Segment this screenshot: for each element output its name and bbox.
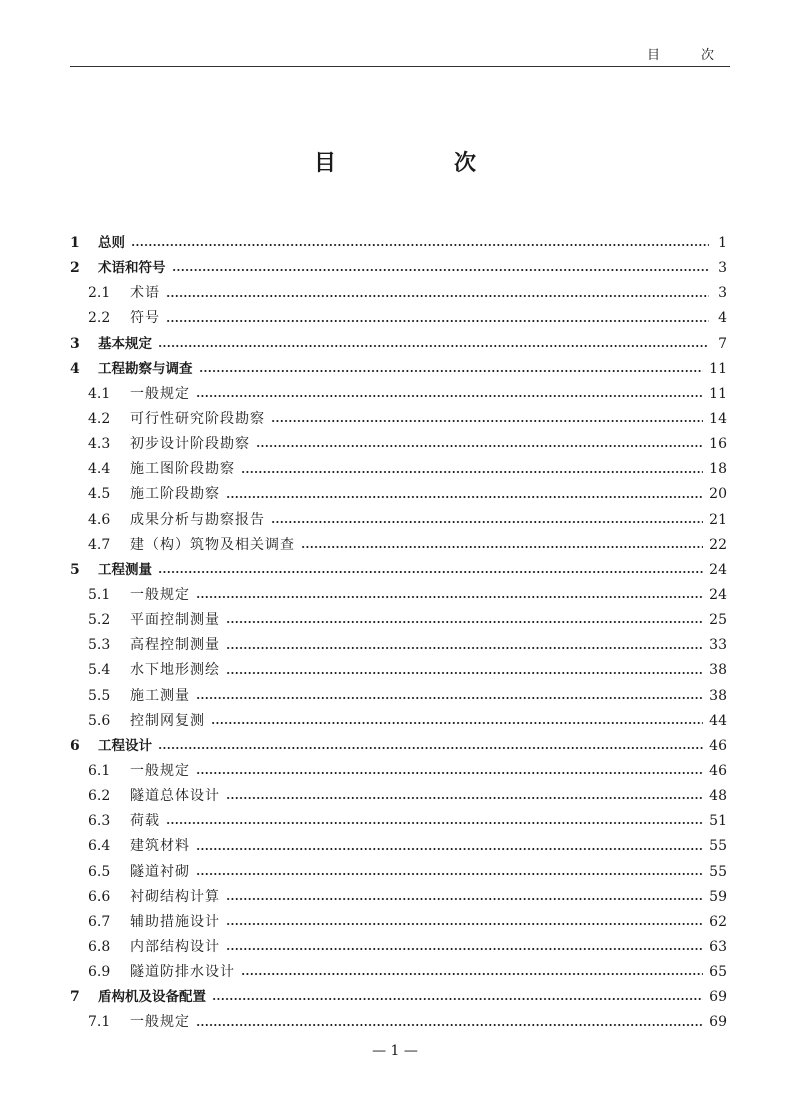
toc-entry-number: 6.9	[88, 964, 111, 981]
toc-section-entry[interactable]	[70, 382, 727, 407]
toc-entry-page: 14	[709, 410, 727, 427]
dot-leader	[166, 809, 703, 834]
dot-leader	[158, 558, 703, 583]
toc-entry-title: 术语	[130, 285, 160, 302]
toc-entry-title: 建筑材料	[130, 838, 190, 855]
toc-section-entry[interactable]	[70, 508, 727, 533]
dot-leader	[158, 734, 703, 759]
dot-leader	[196, 684, 703, 709]
toc-entry-page: 3	[718, 260, 727, 277]
running-header: 目 次	[646, 48, 728, 63]
toc-entry-number: 6.1	[88, 762, 111, 779]
toc-entry-number: 4.2	[88, 410, 111, 427]
toc-section-entry[interactable]	[70, 608, 727, 633]
toc-entry-page: 38	[709, 662, 727, 679]
toc-entry-title: 一般规定	[130, 385, 190, 402]
toc-entry-number: 5.5	[88, 687, 111, 704]
dot-leader	[226, 910, 703, 935]
toc-section-entry[interactable]	[70, 885, 727, 910]
toc-section-entry[interactable]	[70, 407, 727, 432]
toc-entry-page: 62	[709, 913, 727, 930]
toc-entry-number: 5.6	[88, 712, 111, 729]
toc-entry-page: 16	[709, 436, 727, 453]
toc-entry-title: 可行性研究阶段勘察	[130, 410, 265, 427]
dot-leader	[196, 759, 703, 784]
dot-leader	[226, 633, 703, 658]
dot-leader	[226, 482, 703, 507]
toc-section-entry[interactable]	[70, 1010, 727, 1035]
dot-leader	[166, 306, 709, 331]
toc-entry-title: 建（构）筑物及相关调查	[130, 536, 295, 553]
dot-leader	[131, 231, 709, 256]
toc-section-entry[interactable]	[70, 960, 727, 985]
header-rule	[70, 66, 730, 67]
toc-entry-number: 7	[70, 989, 80, 1006]
toc-entry-title: 一般规定	[130, 1014, 190, 1031]
toc-entry-number: 5.1	[88, 586, 111, 603]
toc-entry-number: 5.4	[88, 662, 111, 679]
toc-section-entry[interactable]	[70, 633, 727, 658]
dot-leader	[211, 709, 703, 734]
toc-entry-page: 11	[709, 360, 727, 377]
toc-entry-number: 6.6	[88, 888, 111, 905]
toc-entry-title: 符号	[130, 310, 160, 327]
toc-entry-title: 工程勘察与调查	[98, 360, 193, 377]
toc-entry-page: 63	[709, 938, 727, 955]
toc-entry-number: 6.2	[88, 788, 111, 805]
toc-entry-title: 辅助措施设计	[130, 913, 220, 930]
toc-entry-number: 6.7	[88, 913, 111, 930]
dot-leader	[196, 1010, 703, 1035]
toc-entry-number: 5.3	[88, 637, 111, 654]
toc-entry-title: 施工测量	[130, 687, 190, 704]
dot-leader	[226, 784, 703, 809]
toc-entry-page: 65	[709, 964, 727, 981]
toc-entry-number: 4.7	[88, 536, 111, 553]
toc-section-entry[interactable]	[70, 281, 727, 306]
page-number: — 1 —	[372, 1043, 418, 1059]
toc-entry-title: 高程控制测量	[130, 637, 220, 654]
toc-entry-page: 20	[709, 486, 727, 503]
toc-entry-number: 6	[70, 737, 80, 754]
toc-entry-number: 7.1	[88, 1014, 111, 1031]
toc-entry-page: 22	[709, 536, 727, 553]
toc-entry-page: 69	[709, 989, 727, 1006]
toc-entry-number: 6.8	[88, 938, 111, 955]
toc-entry-title: 衬砌结构计算	[130, 888, 220, 905]
toc-entry-page: 46	[709, 737, 727, 754]
toc-entry-title: 隧道衬砌	[130, 863, 190, 880]
toc-section-entry[interactable]	[70, 834, 727, 859]
dot-leader	[226, 935, 703, 960]
dot-leader	[196, 834, 703, 859]
toc-entry-number: 6.5	[88, 863, 111, 880]
toc-entry-title: 隧道防排水设计	[130, 964, 235, 981]
dot-leader	[166, 281, 709, 306]
toc-entry-title: 施工阶段勘察	[130, 486, 220, 503]
toc-section-entry[interactable]	[70, 709, 727, 734]
toc-entry-number: 4.3	[88, 436, 111, 453]
toc-entry-page: 59	[709, 888, 727, 905]
toc-entry-title: 总则	[98, 234, 125, 251]
toc-chapter-entry[interactable]	[70, 357, 727, 382]
toc-chapter-entry[interactable]	[70, 985, 727, 1010]
dot-leader	[212, 985, 703, 1010]
toc-entry-page: 48	[709, 788, 727, 805]
toc-entry-title: 基本规定	[98, 335, 152, 352]
table-of-contents	[70, 231, 727, 1036]
toc-entry-number: 2	[70, 260, 80, 277]
toc-entry-number: 4	[70, 360, 80, 377]
toc-entry-title: 术语和符号	[98, 260, 166, 277]
toc-section-entry[interactable]	[70, 684, 727, 709]
toc-entry-page: 7	[718, 335, 727, 352]
toc-section-entry[interactable]	[70, 482, 727, 507]
toc-section-entry[interactable]	[70, 910, 727, 935]
toc-entry-page: 18	[709, 461, 727, 478]
toc-entry-number: 2.1	[88, 285, 111, 302]
toc-chapter-entry[interactable]	[70, 256, 727, 281]
toc-entry-page: 3	[718, 285, 727, 302]
toc-section-entry[interactable]	[70, 759, 727, 784]
toc-entry-number: 2.2	[88, 310, 111, 327]
toc-entry-number: 4.6	[88, 511, 111, 528]
dot-leader	[158, 332, 709, 357]
page-title: 目 次	[313, 151, 524, 176]
toc-chapter-entry[interactable]	[70, 558, 727, 583]
toc-entry-page: 55	[709, 838, 727, 855]
toc-entry-number: 4.1	[88, 385, 111, 402]
toc-entry-title: 水下地形测绘	[130, 662, 220, 679]
toc-entry-page: 55	[709, 863, 727, 880]
toc-entry-title: 初步设计阶段勘察	[130, 436, 250, 453]
toc-entry-title: 施工图阶段勘察	[130, 461, 235, 478]
toc-entry-number: 5	[70, 561, 80, 578]
toc-entry-number: 4.4	[88, 461, 111, 478]
toc-chapter-entry[interactable]	[70, 734, 727, 759]
toc-entry-title: 工程测量	[98, 561, 152, 578]
dot-leader	[226, 658, 703, 683]
toc-entry-title: 隧道总体设计	[130, 788, 220, 805]
dot-leader	[172, 256, 710, 281]
toc-entry-title: 工程设计	[98, 737, 152, 754]
toc-section-entry[interactable]	[70, 658, 727, 683]
toc-entry-page: 1	[718, 234, 727, 251]
dot-leader	[271, 508, 703, 533]
dot-leader	[226, 608, 703, 633]
dot-leader	[241, 457, 703, 482]
dot-leader	[196, 382, 703, 407]
toc-section-entry[interactable]	[70, 809, 727, 834]
toc-entry-number: 1	[70, 234, 80, 251]
toc-entry-number: 3	[70, 335, 80, 352]
toc-section-entry[interactable]	[70, 533, 727, 558]
toc-entry-title: 一般规定	[130, 586, 190, 603]
toc-entry-title: 荷载	[130, 813, 160, 830]
toc-chapter-entry[interactable]	[70, 231, 727, 256]
dot-leader	[199, 357, 704, 382]
toc-section-entry[interactable]	[70, 935, 727, 960]
toc-entry-page: 44	[709, 712, 727, 729]
toc-entry-number: 5.2	[88, 612, 111, 629]
toc-entry-page: 38	[709, 687, 727, 704]
toc-section-entry[interactable]	[70, 457, 727, 482]
toc-entry-page: 69	[709, 1014, 727, 1031]
toc-chapter-entry[interactable]	[70, 332, 727, 357]
toc-entry-page: 51	[709, 813, 727, 830]
toc-entry-title: 盾构机及设备配置	[98, 989, 206, 1006]
toc-entry-number: 6.3	[88, 813, 111, 830]
toc-entry-page: 24	[709, 561, 727, 578]
toc-entry-page: 24	[709, 586, 727, 603]
toc-section-entry[interactable]	[70, 583, 727, 608]
toc-entry-page: 25	[709, 612, 727, 629]
toc-section-entry[interactable]	[70, 860, 727, 885]
toc-entry-page: 33	[709, 637, 727, 654]
toc-entry-page: 46	[709, 762, 727, 779]
dot-leader	[301, 533, 703, 558]
toc-entry-title: 内部结构设计	[130, 938, 220, 955]
dot-leader	[271, 407, 703, 432]
dot-leader	[241, 960, 703, 985]
toc-entry-number: 4.5	[88, 486, 111, 503]
toc-entry-title: 一般规定	[130, 762, 190, 779]
toc-entry-title: 平面控制测量	[130, 612, 220, 629]
toc-section-entry[interactable]	[70, 306, 727, 331]
toc-section-entry[interactable]	[70, 784, 727, 809]
toc-entry-number: 6.4	[88, 838, 111, 855]
dot-leader	[256, 432, 703, 457]
dot-leader	[196, 583, 703, 608]
toc-entry-title: 成果分析与勘察报告	[130, 511, 265, 528]
toc-entry-page: 21	[709, 511, 727, 528]
toc-entry-page: 4	[718, 310, 727, 327]
toc-entry-page: 11	[709, 385, 727, 402]
toc-section-entry[interactable]	[70, 432, 727, 457]
dot-leader	[196, 860, 703, 885]
dot-leader	[226, 885, 703, 910]
toc-entry-title: 控制网复测	[130, 712, 205, 729]
